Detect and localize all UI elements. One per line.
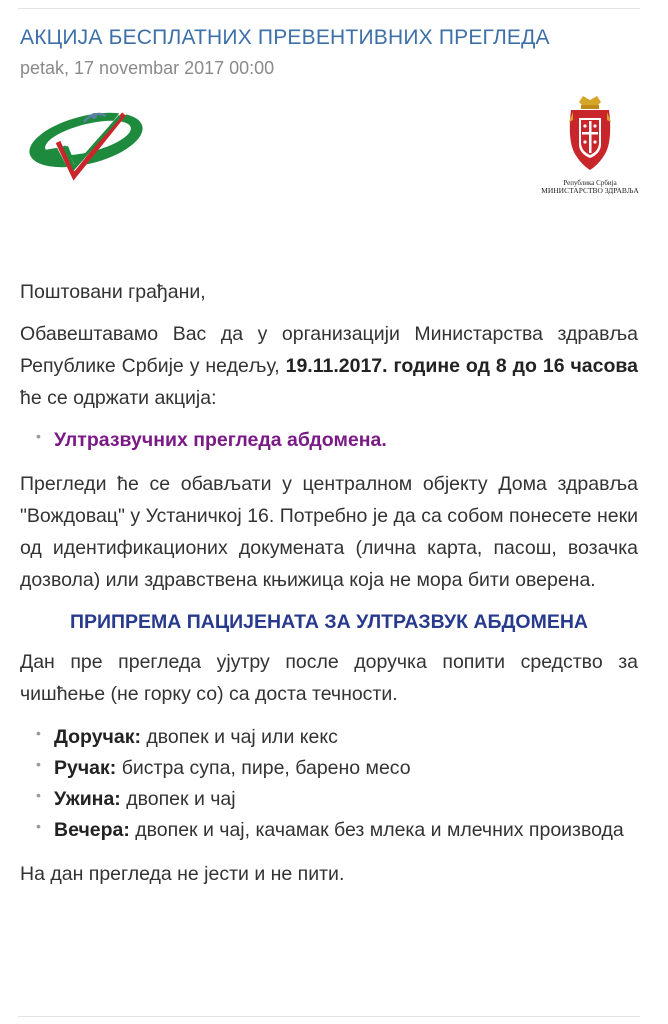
- ministry-caption-name: МИНИСТАРСТВО ЗДРАВЉА: [541, 186, 639, 195]
- meal-text: бистра супа, пире, барено месо: [116, 757, 411, 779]
- meal-text: двопек и чај: [120, 788, 236, 810]
- meal-label: Ужина:: [54, 788, 121, 810]
- closing-paragraph: На дан прегледа не јести и не пити.: [20, 863, 345, 885]
- article-date: petak, 17 novembar 2017 00:00: [20, 58, 275, 78]
- meal-text: двопек и чај или кекс: [140, 726, 338, 748]
- list-item: [36, 424, 638, 456]
- location-paragraph: Прегледи ће се обављати у централном објекту Дома здравља "Вождовац" у Устаничкој 16. Потребно је да са собом понесете неки од идентификационих докумената (лична карта, пасош, возачка дозвола) или здравствена књижица која не мора бити оверена.: [20, 473, 638, 591]
- bullet-dot-icon: •: [36, 725, 41, 741]
- list-item: [36, 753, 638, 784]
- article-body: [20, 276, 638, 890]
- ministry-caption-country: Република Србија: [563, 179, 617, 187]
- intro-date-time: 19.11.2017. године од 8 до 16 часова: [285, 355, 638, 377]
- bottom-divider: [18, 1016, 640, 1017]
- list-item: [36, 815, 638, 846]
- preparation-paragraph: Дан пре прегледа ујутру после доручка попити средство за чишћење (не горку со) са доста течности.: [20, 651, 638, 705]
- bullet-dot-icon: •: [36, 756, 41, 772]
- bullet-dot-icon: •: [36, 818, 41, 834]
- ministry-logo: [540, 96, 640, 206]
- bullet-dot-icon: •: [36, 428, 41, 444]
- meal-label: Вечера:: [54, 819, 130, 841]
- meal-label: Доручак:: [54, 726, 141, 748]
- preparation-heading: ПРИПРЕМА ПАЦИЈЕНАТА ЗА УЛТРАЗВУК АБДОМЕНА: [69, 611, 589, 633]
- list-item: [36, 784, 638, 815]
- intro-text-end: ће се одржати акција:: [20, 387, 217, 409]
- bullet-dot-icon: •: [36, 787, 41, 803]
- intro-paragraph: [20, 318, 638, 414]
- meal-text: двопек и чај, качамак без млека и млечних производа: [129, 819, 624, 841]
- article-title[interactable]: АКЦИЈА БЕСПЛАТНИХ ПРЕВЕНТИВНИХ ПРЕГЛЕДА: [20, 26, 550, 49]
- intro-text-start: Обавештавамо Вас да у организацији Министарства здравља Републике Србије у недељу,: [20, 323, 638, 377]
- health-center-logo-icon: [24, 102, 150, 188]
- top-divider: [18, 8, 640, 9]
- meal-label: Ручак:: [54, 757, 117, 779]
- action-list: [20, 424, 638, 456]
- action-item: Ултразвучних прегледа абдомена.: [54, 429, 387, 451]
- serbia-coat-of-arms-icon: [565, 96, 615, 172]
- greeting: Поштовани грађани,: [20, 281, 206, 303]
- list-item: [36, 722, 638, 753]
- meal-list: [20, 722, 638, 846]
